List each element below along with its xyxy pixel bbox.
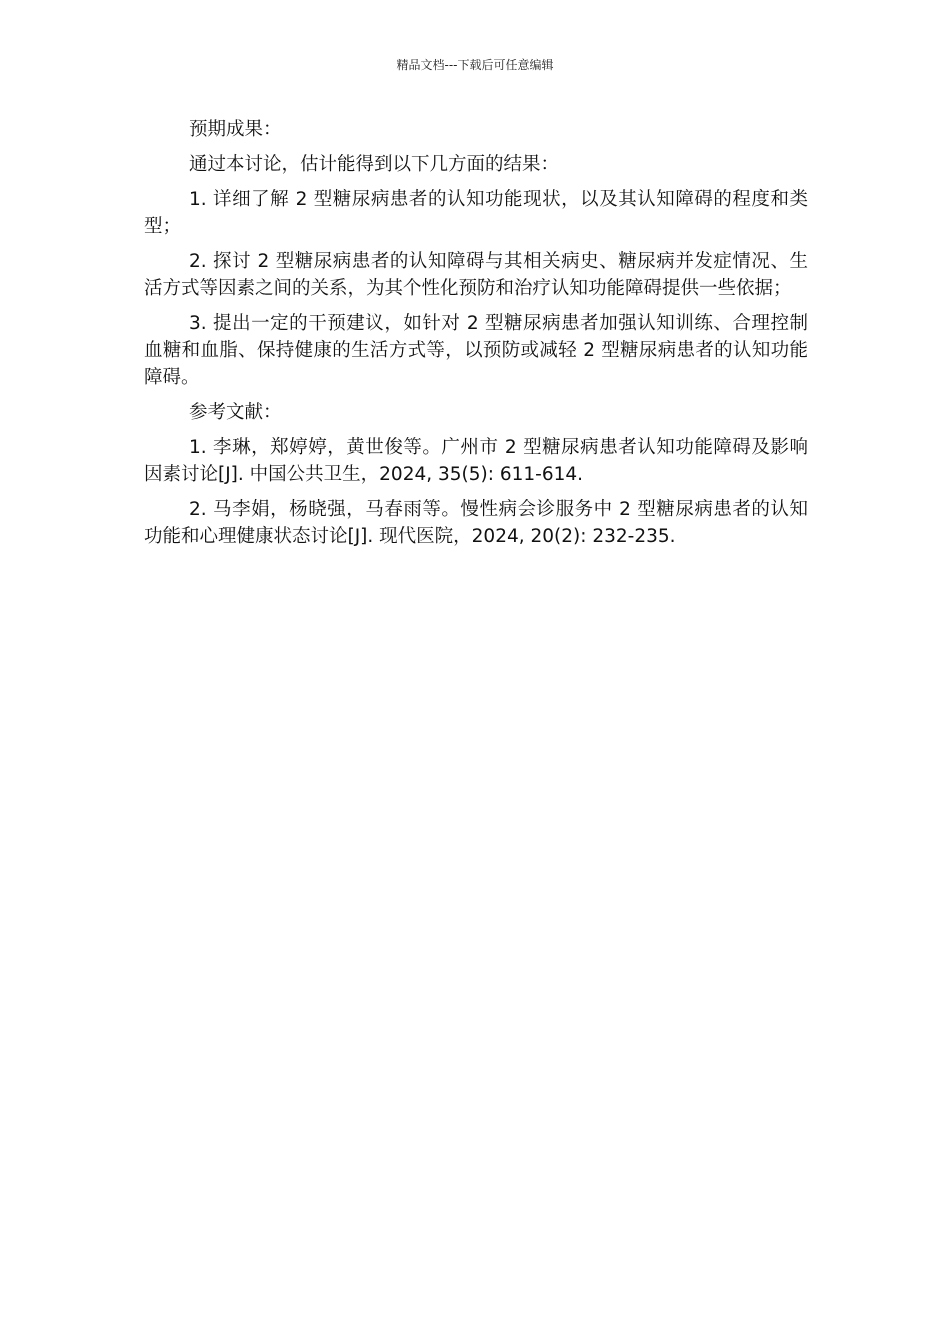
page-header: 精品文档---下载后可任意编辑 — [396, 58, 554, 72]
references-heading: 参考文献： — [189, 402, 282, 423]
reference-item-2: 2. 马李娟，杨晓强，马春雨等。慢性病会诊服务中 2 型糖尿病患者的认知功能和心理健康状态讨论[J]. 现代医院，2024, 20(2): 232-235. — [144, 499, 808, 547]
result-item-1: 1. 详细了解 2 型糖尿病患者的认知功能现状，以及其认知障碍的程度和类型； — [144, 189, 808, 237]
document-body — [144, 116, 808, 558]
results-intro-paragraph: 通过本讨论，估计能得到以下几方面的结果： — [189, 154, 560, 175]
result-item-3: 3. 提出一定的干预建议，如针对 2 型糖尿病患者加强认知训练、合理控制血糖和血脂、保持健康的生活方式等，以预防或减轻 2 型糖尿病患者的认知功能障碍。 — [144, 313, 808, 388]
result-item-2: 2. 探讨 2 型糖尿病患者的认知障碍与其相关病史、糖尿病并发症情况、生活方式等因素之间的关系，为其个性化预防和治疗认知功能障碍提供一些依据； — [144, 251, 808, 299]
reference-item-1: 1. 李琳，郑婷婷，黄世俊等。广州市 2 型糖尿病患者认知功能障碍及影响因素讨论[J]. 中国公共卫生，2024, 35(5): 611-614. — [144, 437, 808, 485]
expected-results-heading: 预期成果： — [189, 119, 282, 140]
